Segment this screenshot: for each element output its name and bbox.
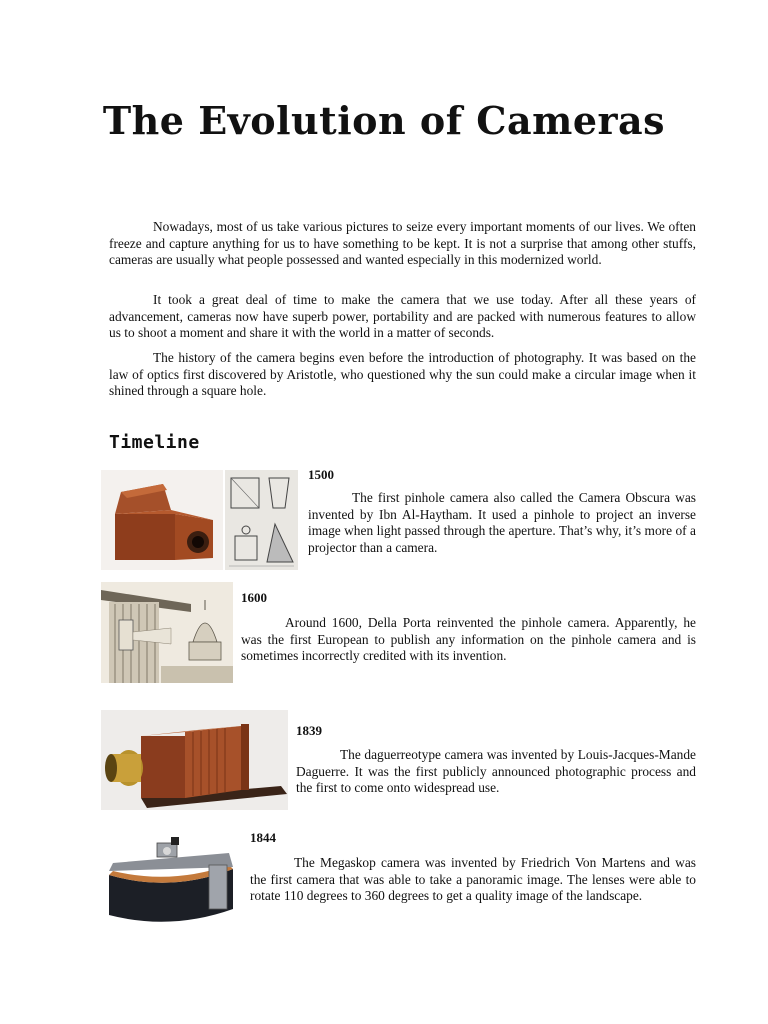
intro-paragraph-3: The history of the camera begins even before the introduction of photography. It was based on the law of optics first discovered by Aristotle, who questioned why the sun could make a circular image when it shined through a square hole. — [109, 350, 696, 399]
timeline-text-1600: Around 1600, Della Porta reinvented the pinhole camera. Apparently, he was the first European to publish any information on the pinhole camera and is sometimes incorrectly credited with its invention. — [241, 615, 696, 664]
timeline-text-1839: The daguerreotype camera was invented by Louis-Jacques-Mande Daguerre. It was the first publicly announced photographic process and the first to come onto widespread use. — [296, 747, 696, 796]
timeline-heading: Timeline — [109, 432, 200, 453]
timeline-text-1500: The first pinhole camera also called the Camera Obscura was invented by Ibn Al-Haytham. It used a pinhole to project an inverse image when light passed through the aperture. That’s why, it’s more of a projector than a camera. — [308, 490, 696, 555]
camera-obscura-photo — [101, 470, 223, 570]
page-title: The Evolution of Cameras — [102, 98, 666, 143]
timeline-year-1600: 1600 — [241, 590, 267, 605]
camera-obscura-engraving — [225, 470, 298, 570]
timeline-year-1844: 1844 — [250, 830, 276, 845]
timeline-text-1844: The Megaskop camera was invented by Friedrich Von Martens and was the first camera that was able to take a panoramic image. The lenses were able to rotate 110 degrees to 360 degrees to get a quality image of the landscape. — [250, 855, 696, 904]
timeline-year-1500: 1500 — [308, 467, 334, 482]
timeline-year-1839: 1839 — [296, 723, 322, 738]
megaskop-camera-photo — [101, 835, 241, 931]
intro-paragraph-2: It took a great deal of time to make the camera that we use today. After all these years of advancement, cameras now have superb power, portability and are packed with numerous features to allow us to shoot a moment and share it with the world in a matter of seconds. — [109, 292, 696, 341]
daguerreotype-camera-photo — [101, 710, 288, 810]
intro-paragraph-1: Nowadays, most of us take various pictures to seize every important moments of our lives. We often freeze and capture anything for us to have something to be kept. It is not a surprise that among other stuffs, cameras are usually what people possessed and wanted especially in this modernized world. — [109, 219, 696, 268]
della-porta-engraving — [101, 582, 233, 683]
